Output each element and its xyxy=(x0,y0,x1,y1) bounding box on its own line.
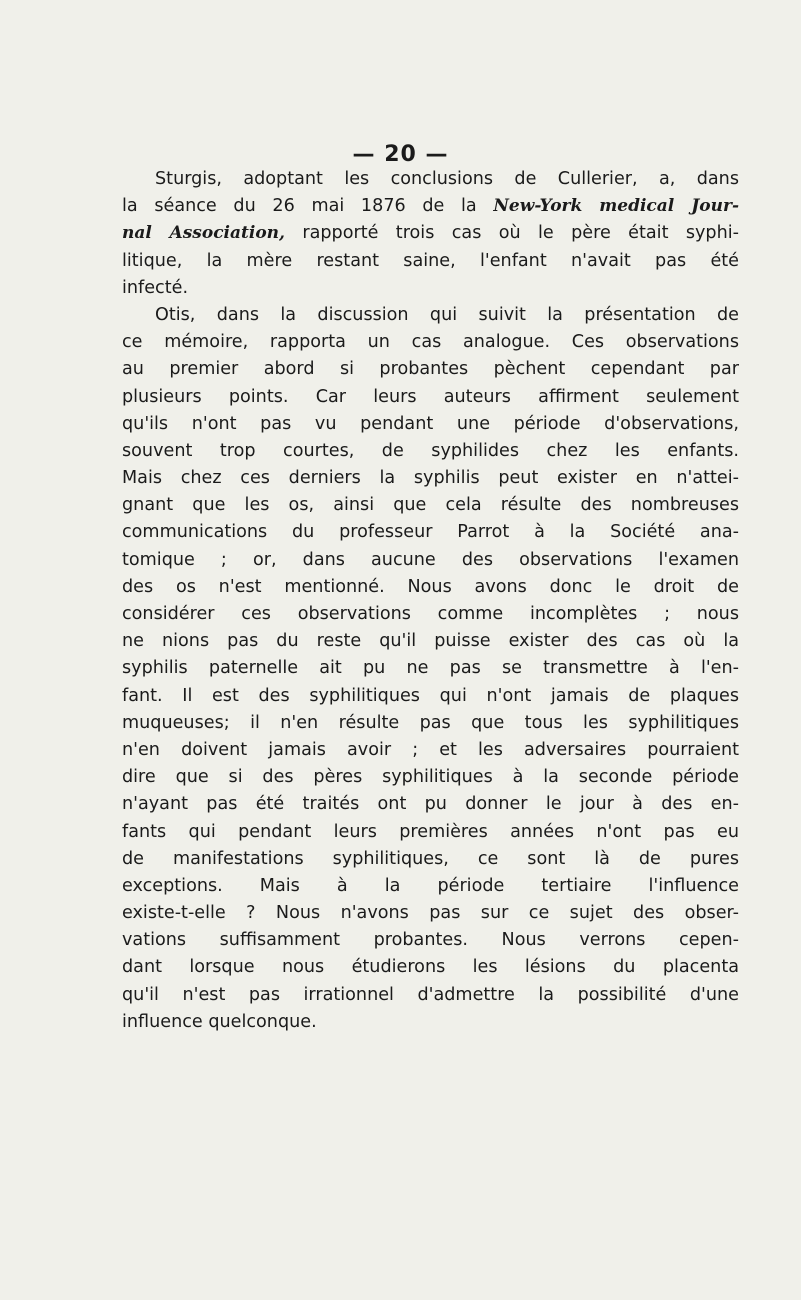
text-line xyxy=(122,547,739,574)
text-run: souvent trop courtes, de syphilides chez les enfants. xyxy=(122,440,739,461)
text-run: qu'il n'est pas irrationnel d'admettre la possibilité d'une xyxy=(122,984,739,1005)
page-number: — 20 — xyxy=(352,142,449,167)
text-run: dant lorsque nous étudierons les lésions du placenta xyxy=(122,957,739,978)
text-run: gnant que les os, ainsi que cela résulte des nombreuses xyxy=(122,495,739,516)
text-run: n'en doivent jamais avoir ; et les adversaires pourraient xyxy=(122,739,739,760)
paragraph xyxy=(122,302,739,1036)
text-line xyxy=(122,166,739,193)
text-line xyxy=(122,819,739,846)
text-line xyxy=(122,356,739,383)
text-line xyxy=(122,492,739,519)
text-run: muqueuses; il n'en résulte pas que tous les syphilitiques xyxy=(122,712,739,733)
text-line xyxy=(122,193,739,220)
text-line xyxy=(122,764,739,791)
text-run: la séance du 26 mai 1876 de la xyxy=(122,196,494,217)
text-line xyxy=(122,737,739,764)
text-run: existe-t-elle ? Nous n'avons pas sur ce sujet des obser- xyxy=(122,903,739,924)
text-line xyxy=(122,329,739,356)
text-run: Otis, dans la discussion qui suivit la présentation de xyxy=(155,304,739,325)
text-run: syphilis paternelle ait pu ne pas se transmettre à l'en- xyxy=(122,658,739,679)
text-line xyxy=(122,1009,739,1036)
text-line xyxy=(122,302,739,329)
text-run: fant. Il est des syphilitiques qui n'ont jamais de plaques xyxy=(122,685,739,706)
text-run: litique, la mère restant saine, l'enfant n'avait pas été xyxy=(122,250,739,271)
body-text xyxy=(122,166,739,1036)
text-line xyxy=(122,710,739,737)
text-run: tomique ; or, dans aucune des observations l'examen xyxy=(122,549,739,570)
text-run: dire que si des pères syphilitiques à la seconde période xyxy=(122,767,739,788)
italic-text-run: nal Association, xyxy=(122,223,285,244)
italic-text-run: New-York medical Jour- xyxy=(493,196,739,217)
text-line xyxy=(122,628,739,655)
text-run: vations suffisamment probantes. Nous verrons cepen- xyxy=(122,930,739,951)
text-line xyxy=(122,982,739,1009)
text-line xyxy=(122,248,739,275)
text-line xyxy=(122,846,739,873)
text-run: ce mémoire, rapporta un cas analogue. Ces observations xyxy=(122,332,739,353)
text-line xyxy=(122,683,739,710)
text-line xyxy=(122,601,739,628)
text-line xyxy=(122,220,739,247)
text-run: qu'ils n'ont pas vu pendant une période d'observations, xyxy=(122,413,739,434)
text-run: influence quelconque. xyxy=(122,1011,317,1032)
text-line xyxy=(122,900,739,927)
text-line xyxy=(122,519,739,546)
text-run: rapporté trois cas où le père était syphi- xyxy=(284,223,739,244)
text-run: plusieurs points. Car leurs auteurs affirment seulement xyxy=(122,386,739,407)
paragraph xyxy=(122,166,739,302)
text-line xyxy=(122,655,739,682)
text-run: ne nions pas du reste qu'il puisse exister des cas où la xyxy=(122,631,739,652)
text-line xyxy=(122,465,739,492)
text-run: infecté. xyxy=(122,277,189,298)
text-line xyxy=(122,384,739,411)
text-line xyxy=(122,411,739,438)
text-line xyxy=(122,873,739,900)
text-run: considérer ces observations comme incomplètes ; nous xyxy=(122,604,739,624)
text-run: Mais chez ces derniers la syphilis peut exister en n'attei- xyxy=(122,468,739,489)
text-run: de manifestations syphilitiques, ce sont là de pures xyxy=(122,848,739,869)
text-line xyxy=(122,791,739,818)
text-run: communications du professeur Parrot à la Société ana- xyxy=(122,522,739,543)
text-run: fants qui pendant leurs premières années n'ont pas eu xyxy=(122,821,739,842)
text-run: n'ayant pas été traités ont pu donner le jour à des en- xyxy=(122,794,739,815)
text-line xyxy=(122,574,739,601)
text-line xyxy=(122,275,739,302)
text-line xyxy=(122,438,739,465)
text-run: exceptions. Mais à la période tertiaire l'influence xyxy=(122,875,739,896)
text-line xyxy=(122,954,739,981)
text-run: Sturgis, adoptant les conclusions de Cullerier, a, dans xyxy=(155,169,739,189)
text-run: des os n'est mentionné. Nous avons donc le droit de xyxy=(122,576,739,597)
text-run: au premier abord si probantes pèchent cependant par xyxy=(122,359,739,380)
text-line xyxy=(122,927,739,954)
